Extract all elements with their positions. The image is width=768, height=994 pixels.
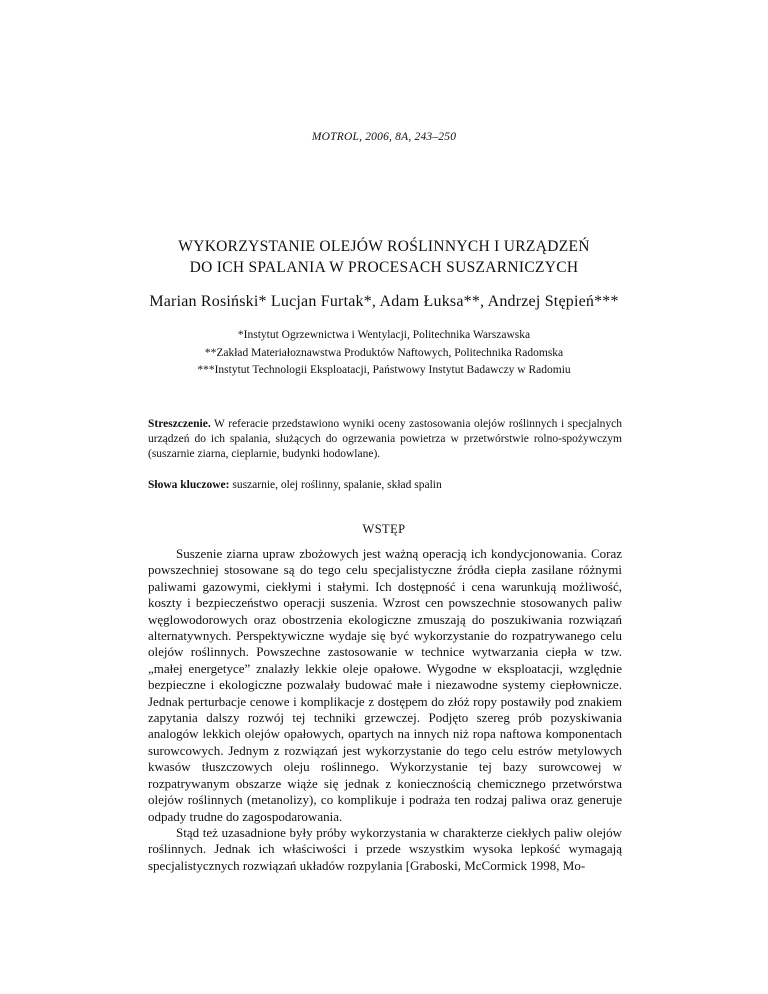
paper-title-line-1: WYKORZYSTANIE OLEJÓW ROŚLINNYCH I URZĄDZEŃ <box>178 238 590 255</box>
journal-citation: MOTROL, 2006, 8A, 243–250 <box>311 131 457 143</box>
affiliation-2: **Zakład Materiałoznawstwa Produktów Naftowych, Politechnika Radomska <box>204 346 564 359</box>
keywords-label: Słowa kluczowe: <box>148 479 230 491</box>
abstract-text: W referacie przedstawiono wyniki oceny zastosowania olejów roślinnych i specjalnych urządzeń do ich spalania, służących do ogrzewania powietrza w przetwórstwie rolno-spożywczym (suszarnie ziarna, cieplarnie, budynki hodowlane). <box>148 418 622 460</box>
affiliations <box>0 327 768 380</box>
paragraph-2: Stąd też uzasadnione były próby wykorzystania w charakterze ciekłych paliw olejów roślinnych. Jednak ich właściwości i przede wszystkim wysoka lepkość wymagają specjalistycznych rozwiązań układów rozpylania [Graboski, McCormick 1998, Mo- <box>148 824 622 873</box>
paragraph-1: Suszenie ziarna upraw zbożowych jest ważną operacją ich kondycjonowania. Coraz powszechniej stosowane są do tego celu specjalistyczne źródła ciepła zasilane różnymi paliwami gazowymi, ciekłymi i stałymi. Ich dostępność i cena warunkują możliwość, koszty i bezpieczeństwo operacji suszenia. Wzrost cen powszechnie stosowanych paliw węglowodorowych oraz obostrzenia ekologiczne zmuszają do poszukiwania rozwiązań alternatywnych. Perspektywiczne wydaje się być wykorzystanie do rozpatrywanego celu olejów roślinnych. Powszechne zastosowanie w technice wytwarzania ciepła w tzw. „małej energetyce” znalazły lekkie oleje opałowe. Wygodne w eksploatacji, względnie bezpieczne i ekologiczne pozwalały budować małe i niezawodne systemy ciepłownicze. Jednak perturbacje cenowe i komplikacje z dostępem do złóż ropy postawiły pod znakiem zapytania dalszy rozwój tej techniki grzewczej. Podjęto szereg prób pozyskiwania analogów lekkich olejów opałowych, opartych na innych niż ropa naftowa komponentach surowcowych. Jednym z rozwiązań jest wykorzystanie do tego celu estrów metylowych kwasów tłuszczowych oleju roślinnego. Wykorzystanie tej bazy surowcowej w rozpatrywanym obszarze wiąże się jednak z koniecznością chemicznego przetwórstwa olejów roślinnych (metanolizy), co komplikuje i podraża ten rodzaj paliwa oraz generuje odpady trudne do zagospodarowania. <box>148 546 622 824</box>
abstract-label: Streszczenie. <box>148 418 211 430</box>
author-list: Marian Rosiński* Lucjan Furtak*, Adam Łuksa**, Andrzej Stępień*** <box>149 293 619 310</box>
abstract <box>148 417 622 462</box>
keywords-text: suszarnie, olej roślinny, spalanie, skład spalin <box>229 479 442 491</box>
body-text <box>148 546 622 874</box>
affiliation-3: ***Instytut Technologii Eksploatacji, Państwowy Instytut Badawczy w Radomiu <box>197 364 571 376</box>
keywords <box>148 478 622 493</box>
paper-title-line-2: DO ICH SPALANIA W PROCESACH SUSZARNICZYCH <box>189 259 579 276</box>
section-heading: WSTĘP <box>362 522 406 536</box>
paper-title <box>0 236 768 278</box>
affiliation-1: *Instytut Ogrzewnictwa i Wentylacji, Politechnika Warszawska <box>237 329 531 341</box>
